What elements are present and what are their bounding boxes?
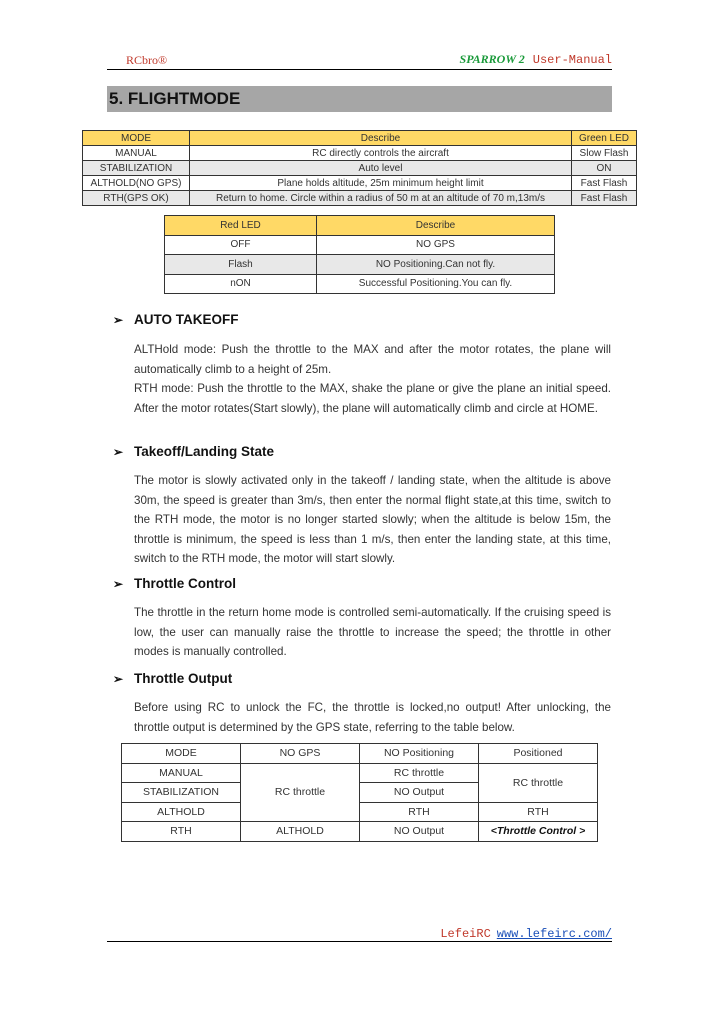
cell: ALTHOLD [241,822,360,842]
manual-label: User-Manual [532,53,612,67]
paragraph: RTH mode: Push the throttle to the MAX, shake the plane or give the plane an initial speed. After the motor rotates(Start slowly), the plane will automatically climb and circle at HOME. [134,382,611,415]
cell: ON [572,161,637,176]
col-header: Positioned [479,744,598,764]
product-header [460,52,612,67]
paragraph: The throttle in the return home mode is controlled semi-automatically. If the cruising speed is low, the user can manually raise the throttle to increase the speed; the throttle in other modes is manually controlled. [134,606,611,659]
cell: RTH [122,822,241,842]
cell: RC throttle [241,763,360,822]
footer-link[interactable]: www.lefeirc.com/ [496,927,612,941]
paragraph: Before using RC to unlock the FC, the throttle is locked,no output! After unlocking, the throttle output is determined by the GPS state, referring to the table below. [134,701,611,734]
cell: Slow Flash [572,146,637,161]
cell: ALTHOLD [122,802,241,822]
cell: Plane holds altitude, 25m minimum height limit [190,176,572,191]
cell: RTH [360,802,479,822]
brand-header: RCbro® [126,53,168,67]
header-rule [107,69,612,70]
heading-text: AUTO TAKEOFF [134,312,239,327]
cell: NO Output [360,822,479,842]
cell: Fast Flash [572,176,637,191]
cell: OFF [165,235,317,255]
cell: RC throttle [479,763,598,802]
col-header: MODE [83,131,190,146]
cell: Successful Positioning.You can fly. [317,274,555,294]
paragraph: ALTHold mode: Push the throttle to the MAX and after the motor rotates, the plane will automatically climb to a height of 25m. [134,343,611,376]
cell: STABILIZATION [83,161,190,176]
cell: RTH [479,802,598,822]
throttle-output-table [121,743,598,842]
col-header: NO Positioning [360,744,479,764]
arrow-bullet-icon: ➢ [113,672,124,686]
arrow-bullet-icon: ➢ [113,445,124,459]
cell: ALTHOLD(NO GPS) [83,176,190,191]
cell: NO Output [360,783,479,803]
cell: nON [165,274,317,294]
cell: RC throttle [360,763,479,783]
red-led-table [164,215,555,294]
section-heading [113,312,239,327]
footer-rule [107,941,612,942]
cell: NO GPS [317,235,555,255]
cell: RTH(GPS OK) [83,191,190,206]
cell: Flash [165,255,317,275]
heading-text: Throttle Output [134,671,233,686]
col-header: NO GPS [241,744,360,764]
cell: MANUAL [122,763,241,783]
section-body [134,698,611,737]
product-name: SPARROW 2 [459,52,525,66]
cell: Fast Flash [572,191,637,206]
flight-mode-table [82,130,637,206]
footer-brand: LefeiRC [440,927,491,941]
col-header: Green LED [572,131,637,146]
cell: NO Positioning.Can not fly. [317,255,555,275]
col-header: Describe [190,131,572,146]
cell: RC directly controls the aircraft [190,146,572,161]
section-heading [113,671,232,686]
col-header: Describe [317,216,555,236]
section-title: 5. FLIGHTMODE [107,86,612,112]
heading-text: Throttle Control [134,576,236,591]
section-body [134,471,611,569]
heading-text: Takeoff/Landing State [134,444,275,459]
arrow-bullet-icon: ➢ [113,313,124,327]
footer [440,927,612,941]
col-header: Red LED [165,216,317,236]
col-header: MODE [122,744,241,764]
section-heading [113,576,236,591]
paragraph: The motor is slowly activated only in the takeoff / landing state, when the altitude is above 30m, the speed is greater than 3m/s, then enter the normal flight state,at this time, switch to the RTH mode, the motor is no longer started slowly; when the altitude is below 15m, the throttle is minimum, the speed is less than 1 m/s, then enter the landing state, at this time, switch to the RTH mode, the motor will start slowly. [134,474,611,566]
cell: Auto level [190,161,572,176]
cell: Return to home. Circle within a radius of 50 m at an altitude of 70 m,13m/s [190,191,572,206]
section-body [134,340,611,418]
cell: <Throttle Control > [479,822,598,842]
arrow-bullet-icon: ➢ [113,577,124,591]
cell: STABILIZATION [122,783,241,803]
section-body [134,603,611,662]
cell: MANUAL [83,146,190,161]
section-heading [113,444,274,459]
